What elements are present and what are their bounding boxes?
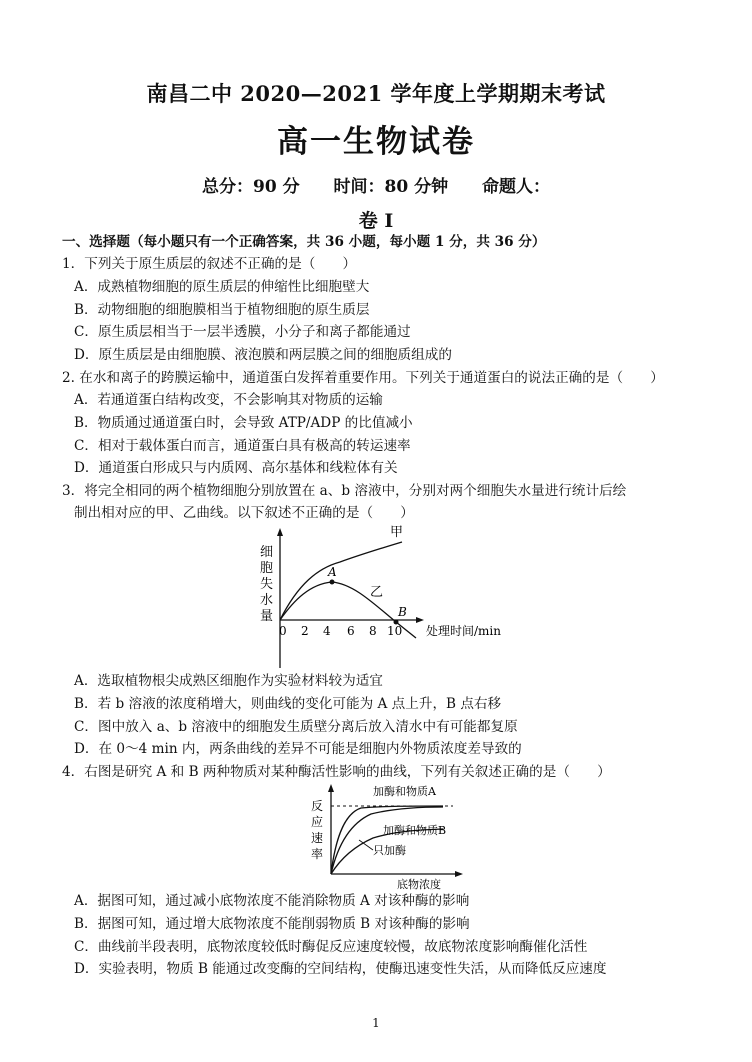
- q1-option-c: C．原生质层相当于一层半透膜，小分子和离子都能通过: [74, 324, 411, 340]
- q4-option-c: C．曲线前半段表明，底物浓度较低时酶促反应速度较慢，故底物浓度影响酶催化活性: [74, 939, 588, 955]
- total-score: 总分：90 分: [202, 177, 300, 197]
- q3-label-a: A: [328, 565, 337, 579]
- q3-label-b: B: [398, 605, 407, 619]
- q4-curve-enzyme: [331, 807, 443, 874]
- q3-tick-4: 4: [323, 624, 331, 638]
- school-title: 南昌二中 2020—2021 学年度上学期期末考试: [146, 81, 606, 106]
- q1-option-d: D．原生质层是由细胞膜、液泡膜和两层膜之间的细胞质组成的: [74, 347, 452, 363]
- exam-author: 命题人：: [482, 177, 550, 197]
- q4-label-a: 加酶和物质A: [373, 785, 436, 798]
- q1-option-a: A．成熟植物细胞的原生质层的伸缩性比细胞壁大: [74, 279, 370, 295]
- q4-curve-a: [331, 806, 443, 874]
- q1-stem: 1．下列关于原生质层的叙述不正确的是（ ）: [62, 256, 357, 272]
- q4-label-enzyme: 只加酶: [373, 844, 406, 857]
- q3-tick-2: 2: [301, 624, 309, 638]
- q3-ylabel-4: 水: [260, 593, 274, 608]
- q3-option-b: B．若 b 溶液的浓度稍增大，则曲线的变化可能为 A 点上升，B 点右移: [74, 696, 502, 712]
- q4-option-b: B．据图可知，通过增大底物浓度不能削弱物质 B 对该种酶的影响: [74, 916, 470, 932]
- exam-title: 高一生物试卷: [277, 124, 475, 160]
- q4-figure: [303, 782, 468, 892]
- q3-stem-line2: 制出相对应的甲、乙曲线。以下叙述不正确的是（ ）: [74, 505, 414, 521]
- q1-option-b: B．动物细胞的细胞膜相当于植物细胞的原生质层: [74, 302, 370, 318]
- q3-point-a: [330, 580, 335, 585]
- q2-option-d: D．通道蛋白形成只与内质网、高尔基体和线粒体有关: [74, 460, 398, 476]
- q4-option-a: A．据图可知，通过减小底物浓度不能消除物质 A 对该种酶的影响: [74, 893, 470, 909]
- q3-stem-line1: 3．将完全相同的两个植物细胞分别放置在 a、b 溶液中，分别对两个细胞失水量进行统计后绘: [62, 483, 627, 499]
- q2-option-b: B．物质通过通道蛋白时，会导致 ATP/ADP 的比值减小: [74, 415, 413, 431]
- q3-tick-10: 10: [387, 624, 403, 638]
- q3-y-arrow: [277, 528, 283, 536]
- q3-xlabel: 处理时间/min: [426, 624, 501, 638]
- q3-ylabel-1: 细: [260, 545, 274, 560]
- q4-stem: 4．右图是研究 A 和 B 两种物质对某种酶活性影响的曲线，下列有关叙述正确的是（ ）: [62, 764, 611, 780]
- q3-option-a: A．选取植物根尖成熟区细胞作为实验材料较为适宜: [74, 673, 383, 689]
- q4-option-d: D．实验表明，物质 B 能通过改变酶的空间结构，使酶迅速变性失活，从而降低反应速度: [74, 961, 607, 977]
- q3-x-arrow: [416, 617, 424, 623]
- q2-option-c: C．相对于载体蛋白而言，通道蛋白具有极高的转运速率: [74, 438, 411, 454]
- q4-xlabel: 底物浓度: [397, 878, 441, 891]
- q4-x-arrow: [455, 871, 463, 877]
- q3-tick-6: 6: [347, 624, 355, 638]
- q3-tick-8: 8: [369, 624, 377, 638]
- q3-curve-jia: [280, 542, 402, 620]
- q2-stem: 2. 在水和离子的跨膜运输中，通道蛋白发挥着重要作用。下列关于通道蛋白的说法正确的是（ ）: [62, 370, 664, 386]
- exam-time: 时间：80 分钟: [333, 177, 449, 197]
- q4-ylabel-2: 应: [311, 815, 324, 829]
- q3-label-jia: 甲: [390, 525, 404, 540]
- q4-label-b: 加酶和物质B: [383, 824, 447, 837]
- section-heading: 一、选择题（每小题只有一个正确答案，共 36 小题，每小题 1 分，共 36 分）: [62, 234, 546, 250]
- q4-y-arrow: [328, 784, 334, 792]
- q3-ylabel-2: 胞: [260, 561, 274, 576]
- q2-option-a: A．若通道蛋白结构改变，不会影响其对物质的运输: [74, 392, 383, 408]
- q3-label-yi: 乙: [370, 585, 384, 600]
- q3-tick-0: 0: [279, 624, 287, 638]
- q4-ylabel-3: 速: [311, 831, 324, 845]
- volume-label: 卷 I: [358, 210, 394, 232]
- q4-ylabel-4: 率: [311, 847, 324, 861]
- q3-figure: [250, 522, 530, 672]
- q3-option-d: D．在 0～4 min 内，两条曲线的差异不可能是细胞内外物质浓度差导致的: [74, 741, 522, 757]
- exam-meta: [0, 172, 752, 197]
- q3-ylabel-5: 量: [260, 609, 274, 624]
- q3-option-c: C．图中放入 a、b 溶液中的细胞发生质壁分离后放入清水中有可能都复原: [74, 719, 518, 735]
- page-number: 1: [372, 1016, 380, 1030]
- q3-ylabel-3: 失: [260, 577, 274, 592]
- q4-ylabel-1: 反: [311, 799, 324, 813]
